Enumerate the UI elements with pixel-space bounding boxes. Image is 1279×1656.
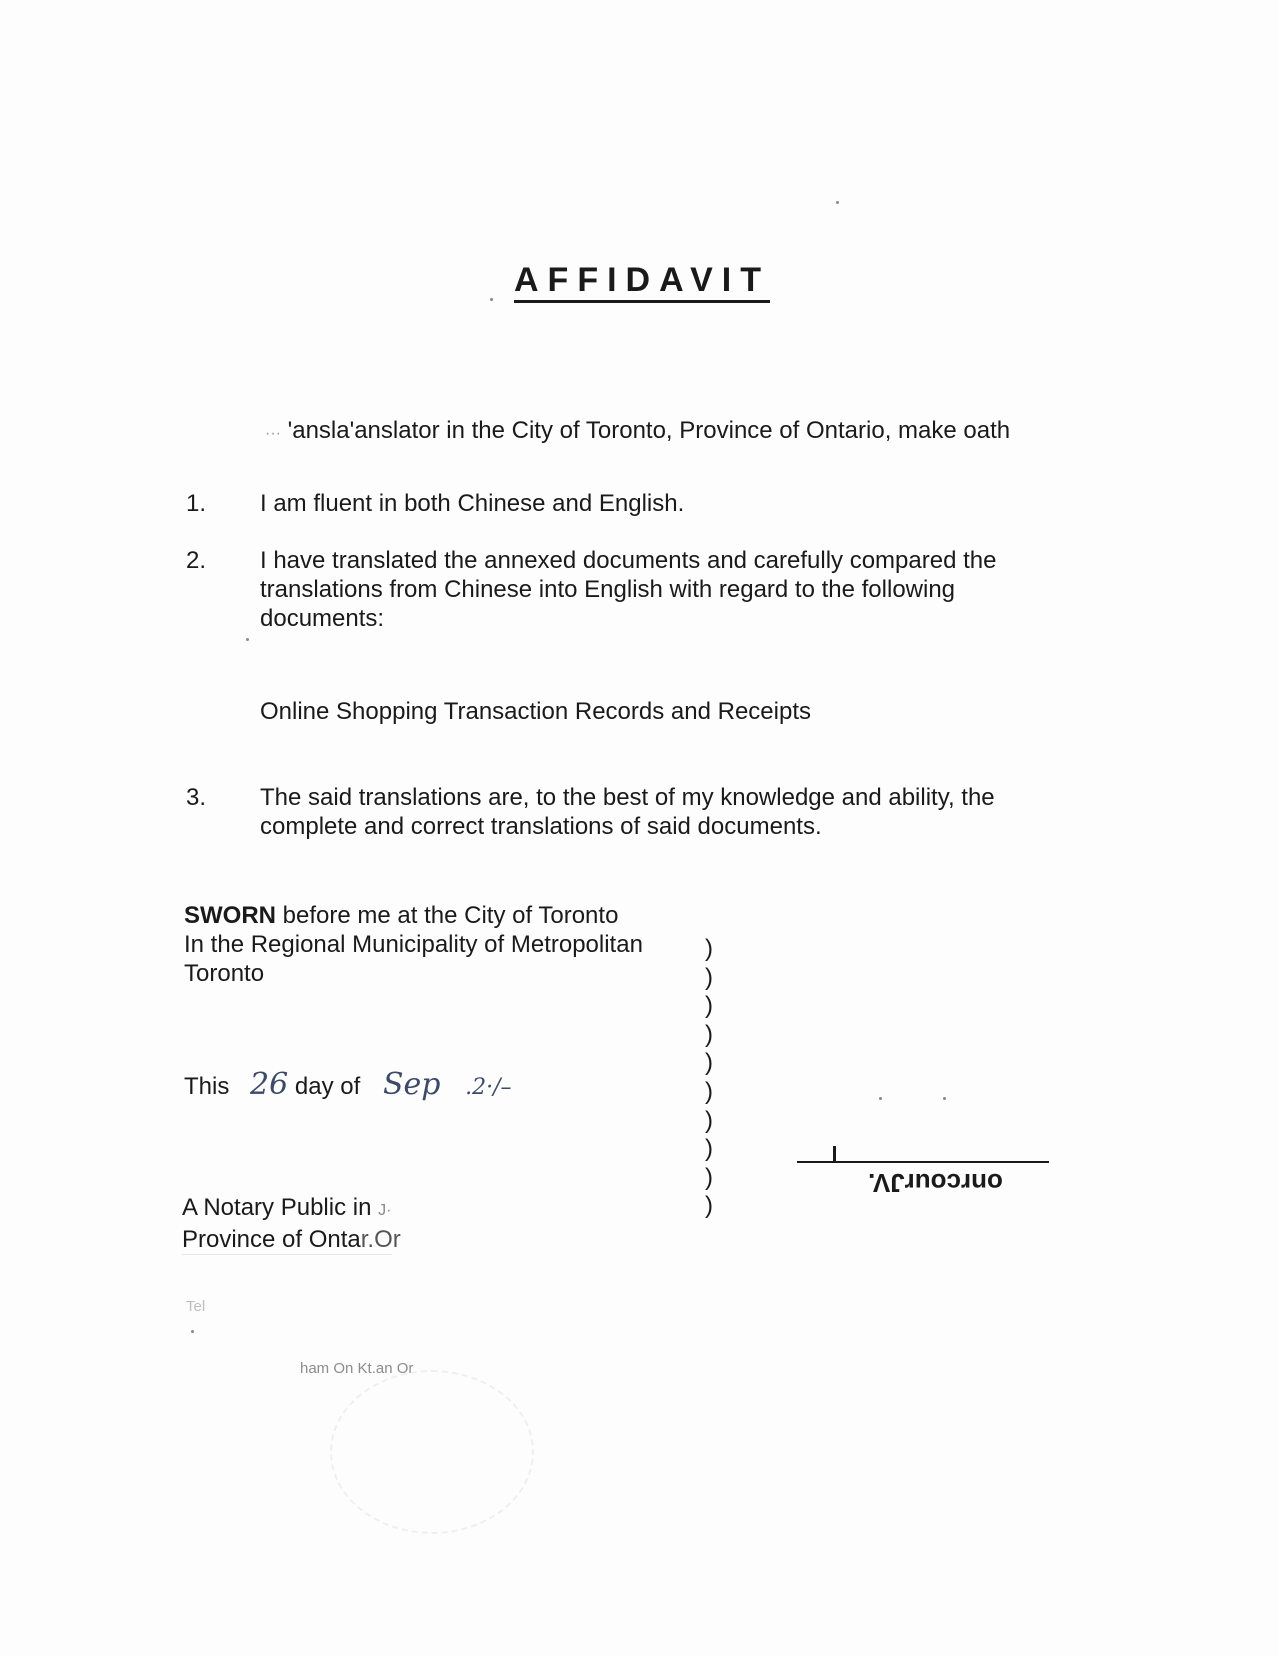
handwritten-day: 26: [250, 1067, 289, 1102]
paren: ): [705, 992, 713, 1020]
notary-rule: [182, 1254, 392, 1255]
scan-speck: [490, 298, 493, 301]
document-title: AFFIDAVIT: [514, 262, 770, 303]
date-line: [184, 1067, 512, 1102]
date-this: This: [184, 1073, 230, 1100]
intro-line: [265, 416, 1010, 448]
signature-name: onrcourJV.: [868, 1168, 1003, 1198]
paren: ): [705, 1049, 713, 1077]
sworn-block: [184, 901, 694, 988]
document-name: Online Shopping Transaction Records and Receipts: [260, 698, 811, 725]
parentheses-column: [705, 935, 725, 1221]
paren: ): [705, 1135, 713, 1163]
paren: ): [705, 935, 713, 962]
notary-line-1-faint: J·: [378, 1202, 392, 1219]
scan-speck: [246, 638, 249, 641]
item-number-2: 2.: [186, 547, 207, 574]
faded-seal: [330, 1370, 534, 1534]
sworn-line-1: [184, 901, 694, 930]
notary-line-2-text: Province of Onta: [182, 1226, 361, 1253]
notary-block: [182, 1193, 442, 1254]
notary-line-1-text: A Notary Public in: [182, 1194, 372, 1221]
intro-fragment: ···: [265, 425, 281, 442]
notary-line-1: [182, 1193, 442, 1225]
item-number-1: 1.: [186, 490, 207, 517]
signature-line: [797, 1161, 1049, 1163]
scan-speck: [879, 1097, 882, 1100]
scan-speck: [836, 201, 839, 204]
item-number-3: 3.: [186, 784, 207, 811]
notary-line-2: [182, 1225, 442, 1254]
stamp-line-1: Tel: [186, 1298, 206, 1315]
notary-line-2-faint: r.Or: [360, 1226, 401, 1253]
paren: ): [705, 1192, 713, 1220]
intro-text: 'ansla'anslator in the City of Toronto, Province of Ontario, make oath: [287, 417, 1011, 444]
handwritten-month: Sep: [382, 1067, 441, 1102]
signature-tick: [833, 1146, 836, 1161]
scan-speck: [943, 1097, 946, 1100]
item-text-3: The said translations are, to the best of my knowledge and ability, the complete and correct translations of said documents.: [260, 784, 995, 840]
paren: ): [705, 1106, 713, 1134]
sworn-line-1-rest: before me at the City of Toronto: [276, 902, 619, 929]
paren: ): [705, 1020, 713, 1048]
date-day-of: day of: [294, 1073, 361, 1100]
sworn-lead: SWORN: [184, 902, 276, 929]
stamp-line-2: ham On Kt.an Or: [300, 1360, 414, 1377]
paren: ): [705, 1163, 713, 1191]
paren: ): [705, 1077, 713, 1105]
handwritten-year: .2·/–: [465, 1075, 512, 1100]
item-text-2: I have translated the annexed documents and carefully compared the translations from Chinese into English with regard to the following documents:: [260, 547, 997, 632]
paren: ): [705, 963, 713, 991]
sworn-line-2: In the Regional Municipality of Metropolitan: [184, 931, 643, 958]
item-text-1: I am fluent in both Chinese and English.: [260, 490, 685, 517]
scan-speck: [191, 1330, 194, 1333]
sworn-line-3: Toronto: [184, 960, 265, 987]
